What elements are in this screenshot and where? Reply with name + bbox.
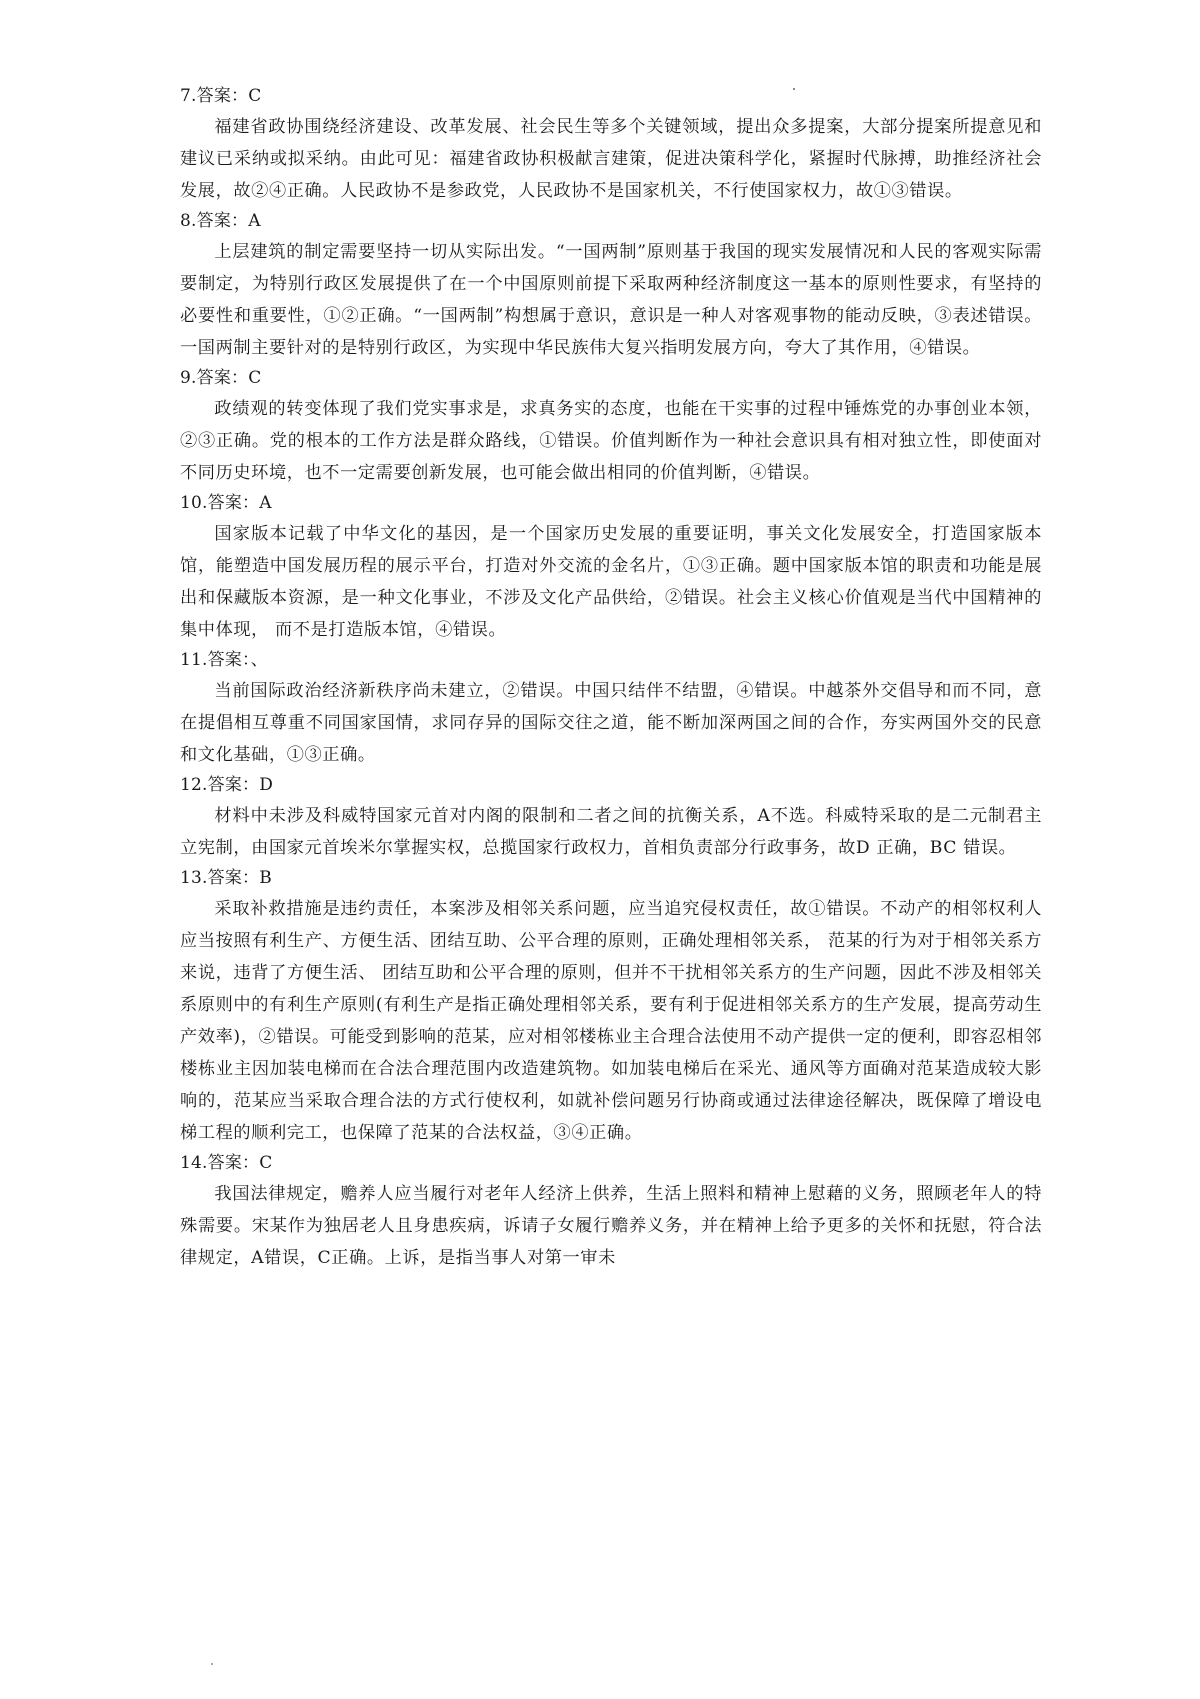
explanation-text: 我国法律规定，赡养人应当履行对老年人经济上供养，生活上照料和精神上慰藉的义务，照顾老年人的特殊需要。宋某作为独居老人且身患疾病，诉请子女履行赡养义务，并在精神上给予更多的关怀和抚慰，符合法律规定，A错误，C正确。上诉，是指当事人对第一审未 [180,1184,1042,1268]
explanation-text: 福建省政协围绕经济建设、改革发展、社会民生等多个关键领域，提出众多提案，大部分提案所提意见和建议已采纳或拟采纳。由此可见：福建省政协积极献言建策，促进决策科学化，紧握时代脉搏，助推经济社会发展，故②④正确。人民政协不是参政党，人民政协不是国家机关，不行使国家权力，故①③错误。 [180,117,1042,201]
explanation-text: 材料中未涉及科威特国家元首对内阁的限制和二者之间的抗衡关系，A不选。科威特采取的是二元制君主立宪制，由国家元首埃米尔掌握实权，总揽国家行政权力，首相负责部分行政事务，故D 正确，BC 错误。 [180,806,1042,858]
answer-label: 14.答案：C [180,1153,273,1173]
answer-label: 10.答案：A [180,493,272,513]
answer-block-8 [180,207,1042,364]
answer-block-10 [180,489,1042,646]
answer-explanations [180,82,1042,1274]
explanation-text: 当前国际政治经济新秩序尚未建立，②错误。中国只结伴不结盟，④错误。中越茶外交倡导和而不同，意在提倡相互尊重不同国家国情，求同存异的国际交往之道，能不断加深两国之间的合作，夯实两国外交的民意和文化基础，①③正确。 [180,681,1042,765]
answer-block-7 [180,82,1042,207]
answer-label: 11.答案：、 [180,650,268,670]
answer-label: 12.答案：D [180,775,274,795]
answer-block-14 [180,1149,1042,1274]
answer-block-11 [180,646,1042,771]
explanation-text: 上层建筑的制定需要坚持一切从实际出发。“一国两制”原则基于我国的现实发展情况和人民的客观实际需要制定，为特别行政区发展提供了在一个中国原则前提下采取两种经济制度这一基本的原则性要求，有坚持的必要性和重要性，①②正确。“一国两制”构想属于意识，意识是一种人对客观事物的能动反映，③表述错误。一国两制主要针对的是特别行政区，为实现中华民族伟大复兴指明发展方向，夸大了其作用，④错误。 [180,242,1042,358]
answer-block-13 [180,864,1042,1149]
explanation-text: 采取补救措施是违约责任，本案涉及相邻关系问题，应当追究侵权责任，故①错误。不动产的相邻权利人应当按照有利生产、方便生活、团结互助、公平合理的原则，正确处理相邻关系， 范某的行为对于相邻关系方来说，违背了方便生活、 团结互助和公平合理的原则，但并不干扰相邻关系方的生产问题，因此不涉及相邻关系原则中的有利生产原则(有利生产是指正确处理相邻关系，要有利于促进相邻关系方的生产发展，提高劳动生产效率)，②错误。可能受到影响的范某，应对相邻楼栋业主合理合法使用不动产提供一定的便利，即容忍相邻楼栋业主因加装电梯而在合法合理范围内改造建筑物。如加装电梯后在采光、通风等方面确对范某造成较大影响的，范某应当采取合理合法的方式行使权利，如就补偿问题另行协商或通过法律途径解决，既保障了增设电梯工程的顺利完工，也保障了范某的合法权益，③④正确。 [180,899,1042,1143]
explanation-text: 国家版本记载了中华文化的基因，是一个国家历史发展的重要证明，事关文化发展安全，打造国家版本馆，能塑造中国发展历程的展示平台，打造对外交流的金名片，①③正确。题中国家版本馆的职责和功能是展出和保藏版本资源，是一种文化事业，不涉及文化产品供给，②错误。社会主义核心价值观是当代中国精神的集中体现， 而不是打造版本馆，④错误。 [180,524,1042,640]
explanation-text: 政绩观的转变体现了我们党实事求是，求真务实的态度，也能在干实事的过程中锤炼党的办事创业本领，②③正确。党的根本的工作方法是群众路线，①错误。价值判断作为一种社会意识具有相对独立性，即使面对不同历史环境，也不一定需要创新发展，也可能会做出相同的价值判断，④错误。 [180,399,1042,483]
scan-speck [211,1663,213,1665]
answer-label: 8.答案：A [180,211,261,231]
answer-label: 7.答案：C [180,86,262,106]
answer-block-12 [180,771,1042,864]
answer-label: 13.答案：B [180,868,272,888]
answer-label: 9.答案：C [180,368,262,388]
answer-block-9 [180,364,1042,489]
